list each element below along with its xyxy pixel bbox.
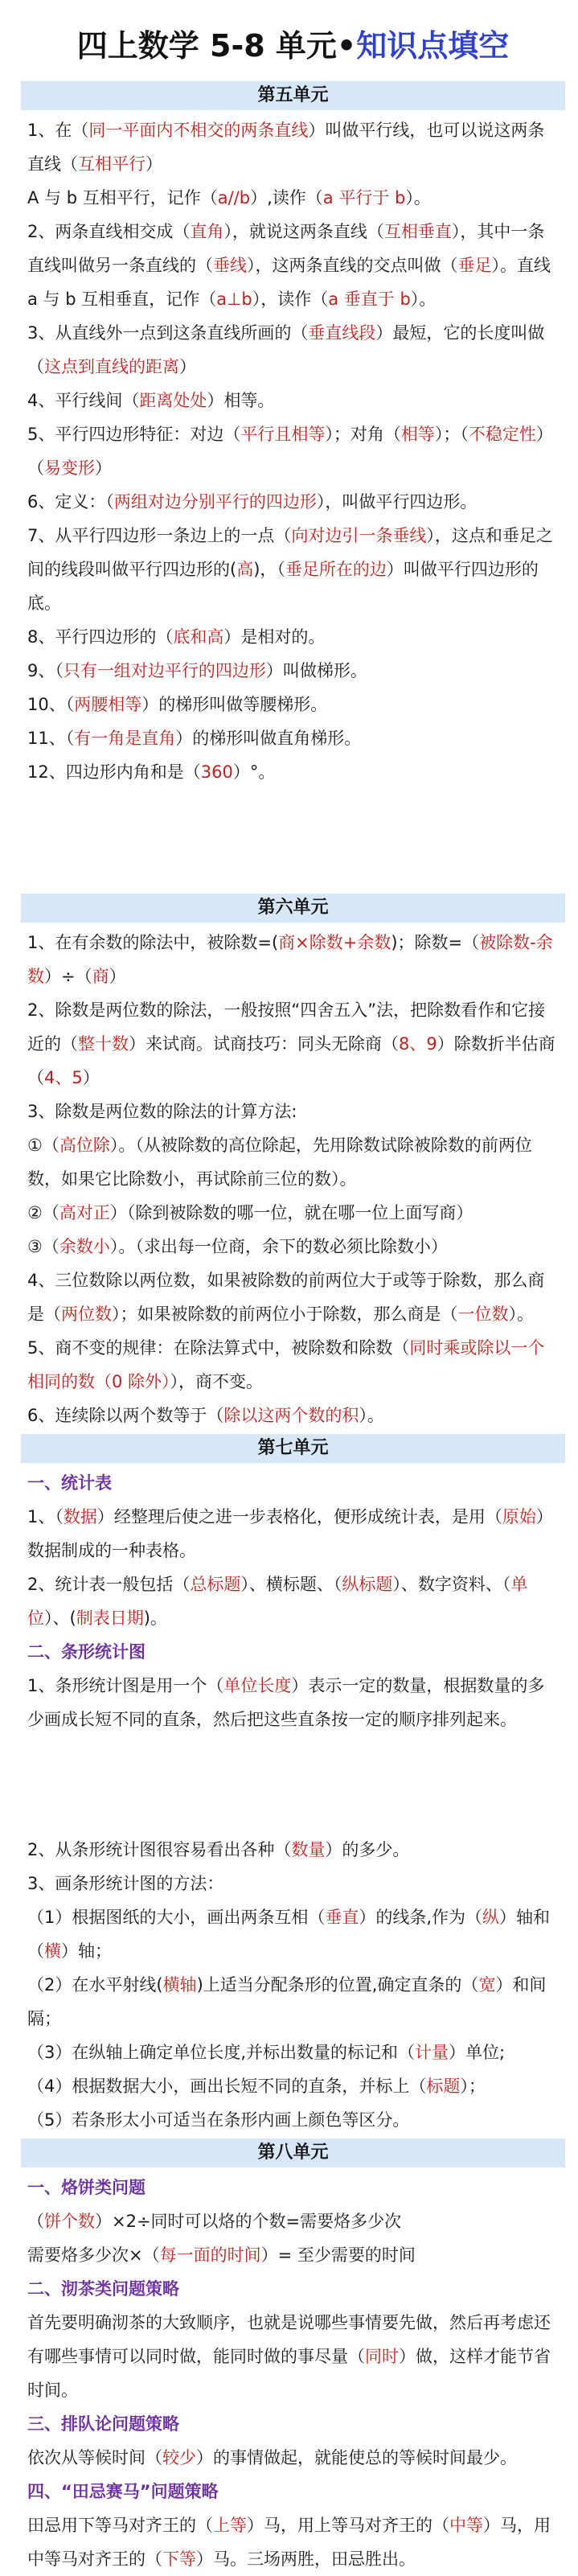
answer-text: 计量 [415, 2043, 449, 2062]
answer-text: 纵标题 [342, 1575, 393, 1594]
prompt-text: 11、（ [27, 729, 75, 748]
subheading-stat-table: 一、统计表 [27, 1473, 112, 1493]
prompt-text: ）,读作（ [250, 188, 323, 207]
answer-text: 平行且相等 [240, 425, 326, 444]
item-line [27, 1567, 559, 1635]
item-line [27, 654, 559, 688]
prompt-text: 需要烙多少次×（ [27, 2245, 160, 2265]
prompt-text: ），这两条直线的交点叫做（ [247, 256, 458, 275]
answer-text: 同时乘或除以一个相同的数（0 除外） [27, 1338, 545, 1391]
item-line [27, 485, 559, 519]
item-line [27, 2036, 559, 2069]
subheading-horse-race: 四、“田忌赛马”问题策略 [27, 2482, 219, 2501]
answer-text: 高对正 [59, 1203, 110, 1222]
answer-text: 整十数 [78, 1034, 129, 1054]
answer-text: 向对边引一条垂线 [291, 526, 427, 545]
unit-5-header: 第五单元 [21, 81, 565, 110]
prompt-text: ）的梯形叫做直角梯形。 [175, 729, 362, 748]
unit-6-content [27, 926, 559, 1432]
prompt-text: 四上数学 5-8 单元 [76, 28, 337, 64]
answer-text: 高 [236, 560, 254, 579]
prompt-text: ）。 [405, 188, 431, 207]
prompt-text: 12、四边形内角和是（ [27, 762, 201, 782]
prompt-text: 2、统计表一般包括（ [27, 1575, 191, 1594]
item-line [27, 1331, 559, 1399]
answer-text: 每一面的时间 [159, 2245, 261, 2265]
answer-text: 高位除 [59, 1136, 110, 1155]
answer-text: 下等 [162, 2549, 196, 2569]
answer-text: 纵 [482, 1908, 500, 1927]
answer-text: 距离处处 [139, 391, 207, 410]
answer-text: 不稳定性 [468, 425, 536, 444]
answer-text: 标题 [426, 2077, 461, 2096]
item-line [27, 2204, 559, 2238]
prompt-text: 1、在有余数的除法中，被除数=( [27, 933, 279, 952]
item-line [27, 384, 559, 417]
subheading-tea: 二、沏茶类问题策略 [27, 2279, 179, 2299]
unit-6-header: 第六单元 [21, 894, 565, 922]
answer-text: 数据 [63, 1507, 97, 1526]
answer-text: 互相垂直 [383, 222, 452, 241]
prompt-text: ） [109, 967, 126, 986]
prompt-text: ） [179, 357, 196, 376]
unit-7-content [27, 1466, 559, 1736]
answer-text: 两腰相等 [74, 695, 142, 714]
prompt-text: ）除数折半估商（ [27, 1034, 555, 1087]
answer-text: 单位 [27, 1575, 528, 1628]
prompt-text: ）的线条,作为（ [359, 1908, 483, 1927]
item-line [27, 316, 559, 384]
prompt-text: 3、除数是两位数的除法的计算方法: [27, 1102, 297, 1121]
prompt-text: ）。（求出每一位商，余下的数必须比除数小） [109, 1237, 448, 1256]
answer-text: 余数小 [59, 1237, 110, 1256]
answer-text: 有一角是直角 [74, 729, 176, 748]
answer-text: 饼个数 [44, 2212, 95, 2231]
prompt-text: 5、商不变的规律：在除法算式中，被除数和除数（ [27, 1338, 410, 1358]
prompt-text: ） [146, 154, 162, 174]
unit-7-content-continued [27, 1833, 559, 2137]
answer-text: 垂直 [325, 1908, 359, 1927]
subheading-pancake: 一、烙饼类问题 [27, 2178, 146, 2197]
unit-7-header: 第七单元 [21, 1434, 565, 1463]
prompt-text: ）、数字资料、（ [392, 1575, 511, 1594]
prompt-text: ）数据制成的一种表格。 [27, 1507, 553, 1560]
prompt-text: ）。 [410, 290, 437, 309]
item-line [27, 1900, 559, 1968]
answer-text: 数量 [291, 1840, 326, 1859]
prompt-text: 1、条形统计图是用一个（ [27, 1676, 224, 1695]
prompt-text: 9、（ [27, 661, 64, 680]
answer-text: 两组对边分别平行的四边形 [113, 492, 317, 512]
prompt-text: ①（ [27, 1136, 59, 1155]
prompt-text: 3、画条形统计图的方法： [27, 1874, 224, 1893]
answer-text: 相等 [400, 425, 435, 444]
answer-text: 直角 [190, 222, 224, 241]
answer-text: a⊥b [216, 290, 252, 309]
prompt-text: 1、（ [27, 1507, 64, 1526]
prompt-text: （3）在纵轴上确定单位长度,并标出数量的标记和（ [27, 2043, 416, 2062]
prompt-text: • [336, 28, 357, 64]
prompt-text: ③（ [27, 1237, 59, 1256]
prompt-text: ）做，这样才能节省时间。 [27, 2347, 551, 2400]
answer-text: 垂直线段 [308, 323, 376, 343]
prompt-text: ）叫做平行四边形的底。 [27, 560, 539, 613]
prompt-text: 6、连续除以两个数等于（ [27, 1406, 224, 1425]
item-line [27, 113, 559, 181]
prompt-text: 5、平行四边形特征：对边（ [27, 425, 241, 444]
prompt-text: 8、平行四边形的（ [27, 627, 174, 647]
prompt-text: ）；如果被除数的前两位小于除数，那么商是（ [112, 1304, 458, 1324]
answer-text: 底和高 [173, 627, 224, 647]
prompt-text: 2、从条形统计图很容易看出各种（ [27, 1840, 292, 1859]
item-line [27, 1095, 559, 1128]
answer-text: 一位数 [457, 1304, 509, 1324]
prompt-text: ）最短，它的长度叫做（ [27, 323, 545, 376]
item-line [27, 2441, 559, 2475]
prompt-text: 4、三位数除以两位数，如果被除数的前两位大于或等于除数，那么商是（ [27, 1271, 545, 1324]
answer-text: 除以这两个数的积 [223, 1406, 359, 1425]
prompt-text: ②（ [27, 1203, 59, 1222]
item-line [27, 1833, 559, 1867]
answer-text: 只有一组对边平行的四边形 [63, 661, 266, 680]
prompt-text: ），读作（ [252, 290, 329, 309]
unit-8-header: 第八单元 [21, 2138, 565, 2167]
prompt-text: ），商不变。 [170, 1372, 264, 1391]
item-line [27, 1500, 559, 1567]
prompt-text: 6、定义：（ [27, 492, 114, 512]
prompt-text: ）马，用上等马对齐王的（ [247, 2516, 449, 2535]
prompt-text: ）（除到被除数的哪一位，就在哪一位上面写商） [109, 1203, 473, 1222]
item-line [27, 1263, 559, 1331]
answer-text: 互相平行 [78, 154, 146, 174]
prompt-text: ）马。三场两胜，田忌胜出。 [196, 2549, 416, 2569]
answer-text: 4、5 [44, 1068, 83, 1087]
answer-text: 两位数 [61, 1304, 112, 1324]
item-line [27, 1399, 559, 1432]
prompt-text: ）。直线 a 与 b 互相垂直，记作（ [27, 256, 551, 309]
page [0, 21, 578, 2576]
prompt-text: ）的事情做起，就能使总的等候时间最少。 [196, 2448, 517, 2467]
item-line [27, 2238, 559, 2272]
item-line [27, 620, 559, 654]
prompt-text: ）×2÷同时可以烙的个数=需要烙多少次 [95, 2212, 402, 2231]
prompt-text: ）叫做梯形。 [265, 661, 367, 680]
prompt-text: ）单位; [449, 2043, 506, 2062]
answer-text: 较少 [162, 2448, 196, 2467]
prompt-text: 3、从直线外一点到这条直线所画的（ [27, 323, 309, 343]
prompt-text: ）。 [508, 1304, 534, 1324]
item-line [27, 181, 559, 215]
prompt-text: ）°。 [232, 762, 276, 782]
prompt-text: )。 [143, 1608, 167, 1628]
prompt-text: 2、两条直线相交成（ [27, 222, 191, 241]
answer-text: 同一平面内不相交的两条直线 [88, 121, 309, 140]
answer-text: 易变形 [44, 458, 95, 478]
prompt-text: ）是相对的。 [223, 627, 326, 647]
prompt-text: 7、从平行四边形一条边上的一点（ [27, 526, 292, 545]
prompt-text: )，（ [253, 560, 285, 579]
item-line [27, 1867, 559, 1900]
prompt-text: ）、( [44, 1608, 76, 1628]
prompt-text: )上适当分配条形的位置,确定直条的（ [196, 1975, 479, 1995]
answer-text: 垂足 [457, 256, 492, 275]
prompt-text: ）÷（ [44, 967, 92, 986]
answer-text: 原始 [502, 1507, 536, 1526]
answer-text: a 垂直于 b [328, 290, 411, 309]
item-line [27, 2306, 559, 2407]
prompt-text: ）相等。 [207, 391, 275, 410]
prompt-text: ）来试商。试商技巧：同头无除商（ [129, 1034, 399, 1054]
item-line [27, 688, 559, 721]
page-title [27, 21, 559, 65]
item-line [27, 755, 559, 789]
prompt-text: （2）在水平射线( [27, 1975, 163, 1995]
prompt-text: ），其中一条直线叫做另一条直线的（ [27, 222, 545, 275]
unit-8-content [27, 2171, 559, 2576]
prompt-text: ）。 [359, 1406, 384, 1425]
answer-text: a//b [217, 188, 251, 207]
item-line [27, 926, 559, 993]
prompt-text: 10、（ [27, 695, 75, 714]
prompt-text: ）； [460, 2077, 486, 2096]
answer-text: 商×除数+余数 [278, 933, 391, 952]
prompt-text: ）叫做平行线，也可以说这两条直线（ [27, 121, 545, 174]
answer-text: 垂足所在的边 [285, 560, 387, 579]
prompt-text: ）轴和（ [27, 1908, 551, 1961]
item-line [27, 519, 559, 620]
answer-text: 垂线 [213, 256, 247, 275]
answer-text: 制表日期 [76, 1608, 144, 1628]
prompt-text: 依次从等候时间（ [27, 2448, 162, 2467]
answer-text: 被除数-余数 [27, 933, 553, 986]
answer-text: 商 [92, 967, 109, 986]
item-line [27, 1230, 559, 1263]
prompt-text: 4、平行线间（ [27, 391, 140, 410]
prompt-text: ），叫做平行四边形。 [316, 492, 478, 512]
prompt-text: ） [95, 458, 112, 478]
prompt-text: ）和间隔； [27, 1975, 547, 2028]
prompt-text: ）轴； [61, 1941, 112, 1961]
answer-text: 宽 [478, 1975, 496, 1995]
item-line [27, 1968, 559, 2036]
prompt-text: ）的多少。 [325, 1840, 410, 1859]
prompt-text: ）马，用中等马对齐王的（ [27, 2516, 551, 2569]
item-line [27, 2069, 559, 2103]
item-line [27, 1669, 559, 1736]
prompt-text: ）（ [27, 425, 553, 478]
item-line [27, 417, 559, 485]
answer-text: 360 [200, 762, 233, 782]
item-line [27, 993, 559, 1095]
prompt-text: 知识点填空 [356, 28, 510, 64]
answer-text: 总标题 [190, 1575, 241, 1594]
answer-text: 8、9 [399, 1034, 437, 1054]
answer-text: 同时 [365, 2347, 399, 2366]
prompt-text: 1、在（ [27, 121, 89, 140]
answer-text: 横 [44, 1941, 61, 1961]
prompt-text: （1）根据图纸的大小，画出两条互相（ [27, 1908, 326, 1927]
item-line [27, 1196, 559, 1230]
subheading-queue: 三、排队论问题策略 [27, 2414, 179, 2434]
spacer [27, 789, 559, 894]
prompt-text: ）。（从被除数的高位除起，先用除数试除被除数的前两位数，如果它比除数小，再试除前三位的数）。 [27, 1136, 532, 1189]
answer-text: 单位长度 [223, 1676, 292, 1695]
answer-text: 上等 [213, 2516, 247, 2535]
prompt-text: ）表示一定的数量，根据数量的多少画成长短不同的直条，然后把这些直条按一定的顺序排列起来。 [27, 1676, 545, 1729]
prompt-text: A 与 b 互相平行，记作（ [27, 188, 218, 207]
unit-5-content [27, 113, 559, 789]
prompt-text: )；除数=（ [391, 933, 480, 952]
spacer [27, 1736, 559, 1833]
item-line [27, 2103, 559, 2137]
prompt-text: （ [27, 2212, 44, 2231]
answer-text: 中等 [449, 2516, 483, 2535]
prompt-text: ）；对角（ [325, 425, 401, 444]
item-line [27, 1128, 559, 1196]
prompt-text: ），这点和垂足之间的线段叫做平行四边形的( [27, 526, 553, 579]
item-line [27, 215, 559, 316]
prompt-text: ），就说这两条直线（ [223, 222, 384, 241]
item-line [27, 721, 559, 755]
prompt-text: ） [82, 1068, 100, 1087]
prompt-text: （5）若条形太小可适当在条形内画上颜色等区分。 [27, 2110, 410, 2130]
answer-text: a 平行于 b [322, 188, 406, 207]
prompt-text: 田忌用下等马对齐王的（ [27, 2516, 213, 2535]
prompt-text: ）、横标题、（ [240, 1575, 342, 1594]
item-line [27, 2508, 559, 2576]
answer-text: 这点到直线的距离 [44, 357, 179, 376]
subheading-bar-chart: 二、条形统计图 [27, 1642, 146, 1662]
prompt-text: 2、除数是两位数的除法，一般按照“四舍五入”法，把除数看作和它接近的（ [27, 1000, 546, 1054]
answer-text: 横轴 [162, 1975, 197, 1995]
prompt-text: 首先要明确沏茶的大致顺序，也就是说哪些事情要先做，然后再考虑还有哪些事情可以同时做，能同时做的事尽量（ [27, 2313, 551, 2366]
prompt-text: ）经整理后使之进一步表格化，便形成统计表，是用（ [96, 1507, 502, 1526]
prompt-text: ）；（ [434, 425, 469, 444]
prompt-text: ）= 至少需要的时间 [260, 2245, 416, 2265]
prompt-text: （4）根据数据大小，画出长短不同的直条，并标上（ [27, 2077, 427, 2096]
prompt-text: ）的梯形叫做等腰梯形。 [141, 695, 328, 714]
